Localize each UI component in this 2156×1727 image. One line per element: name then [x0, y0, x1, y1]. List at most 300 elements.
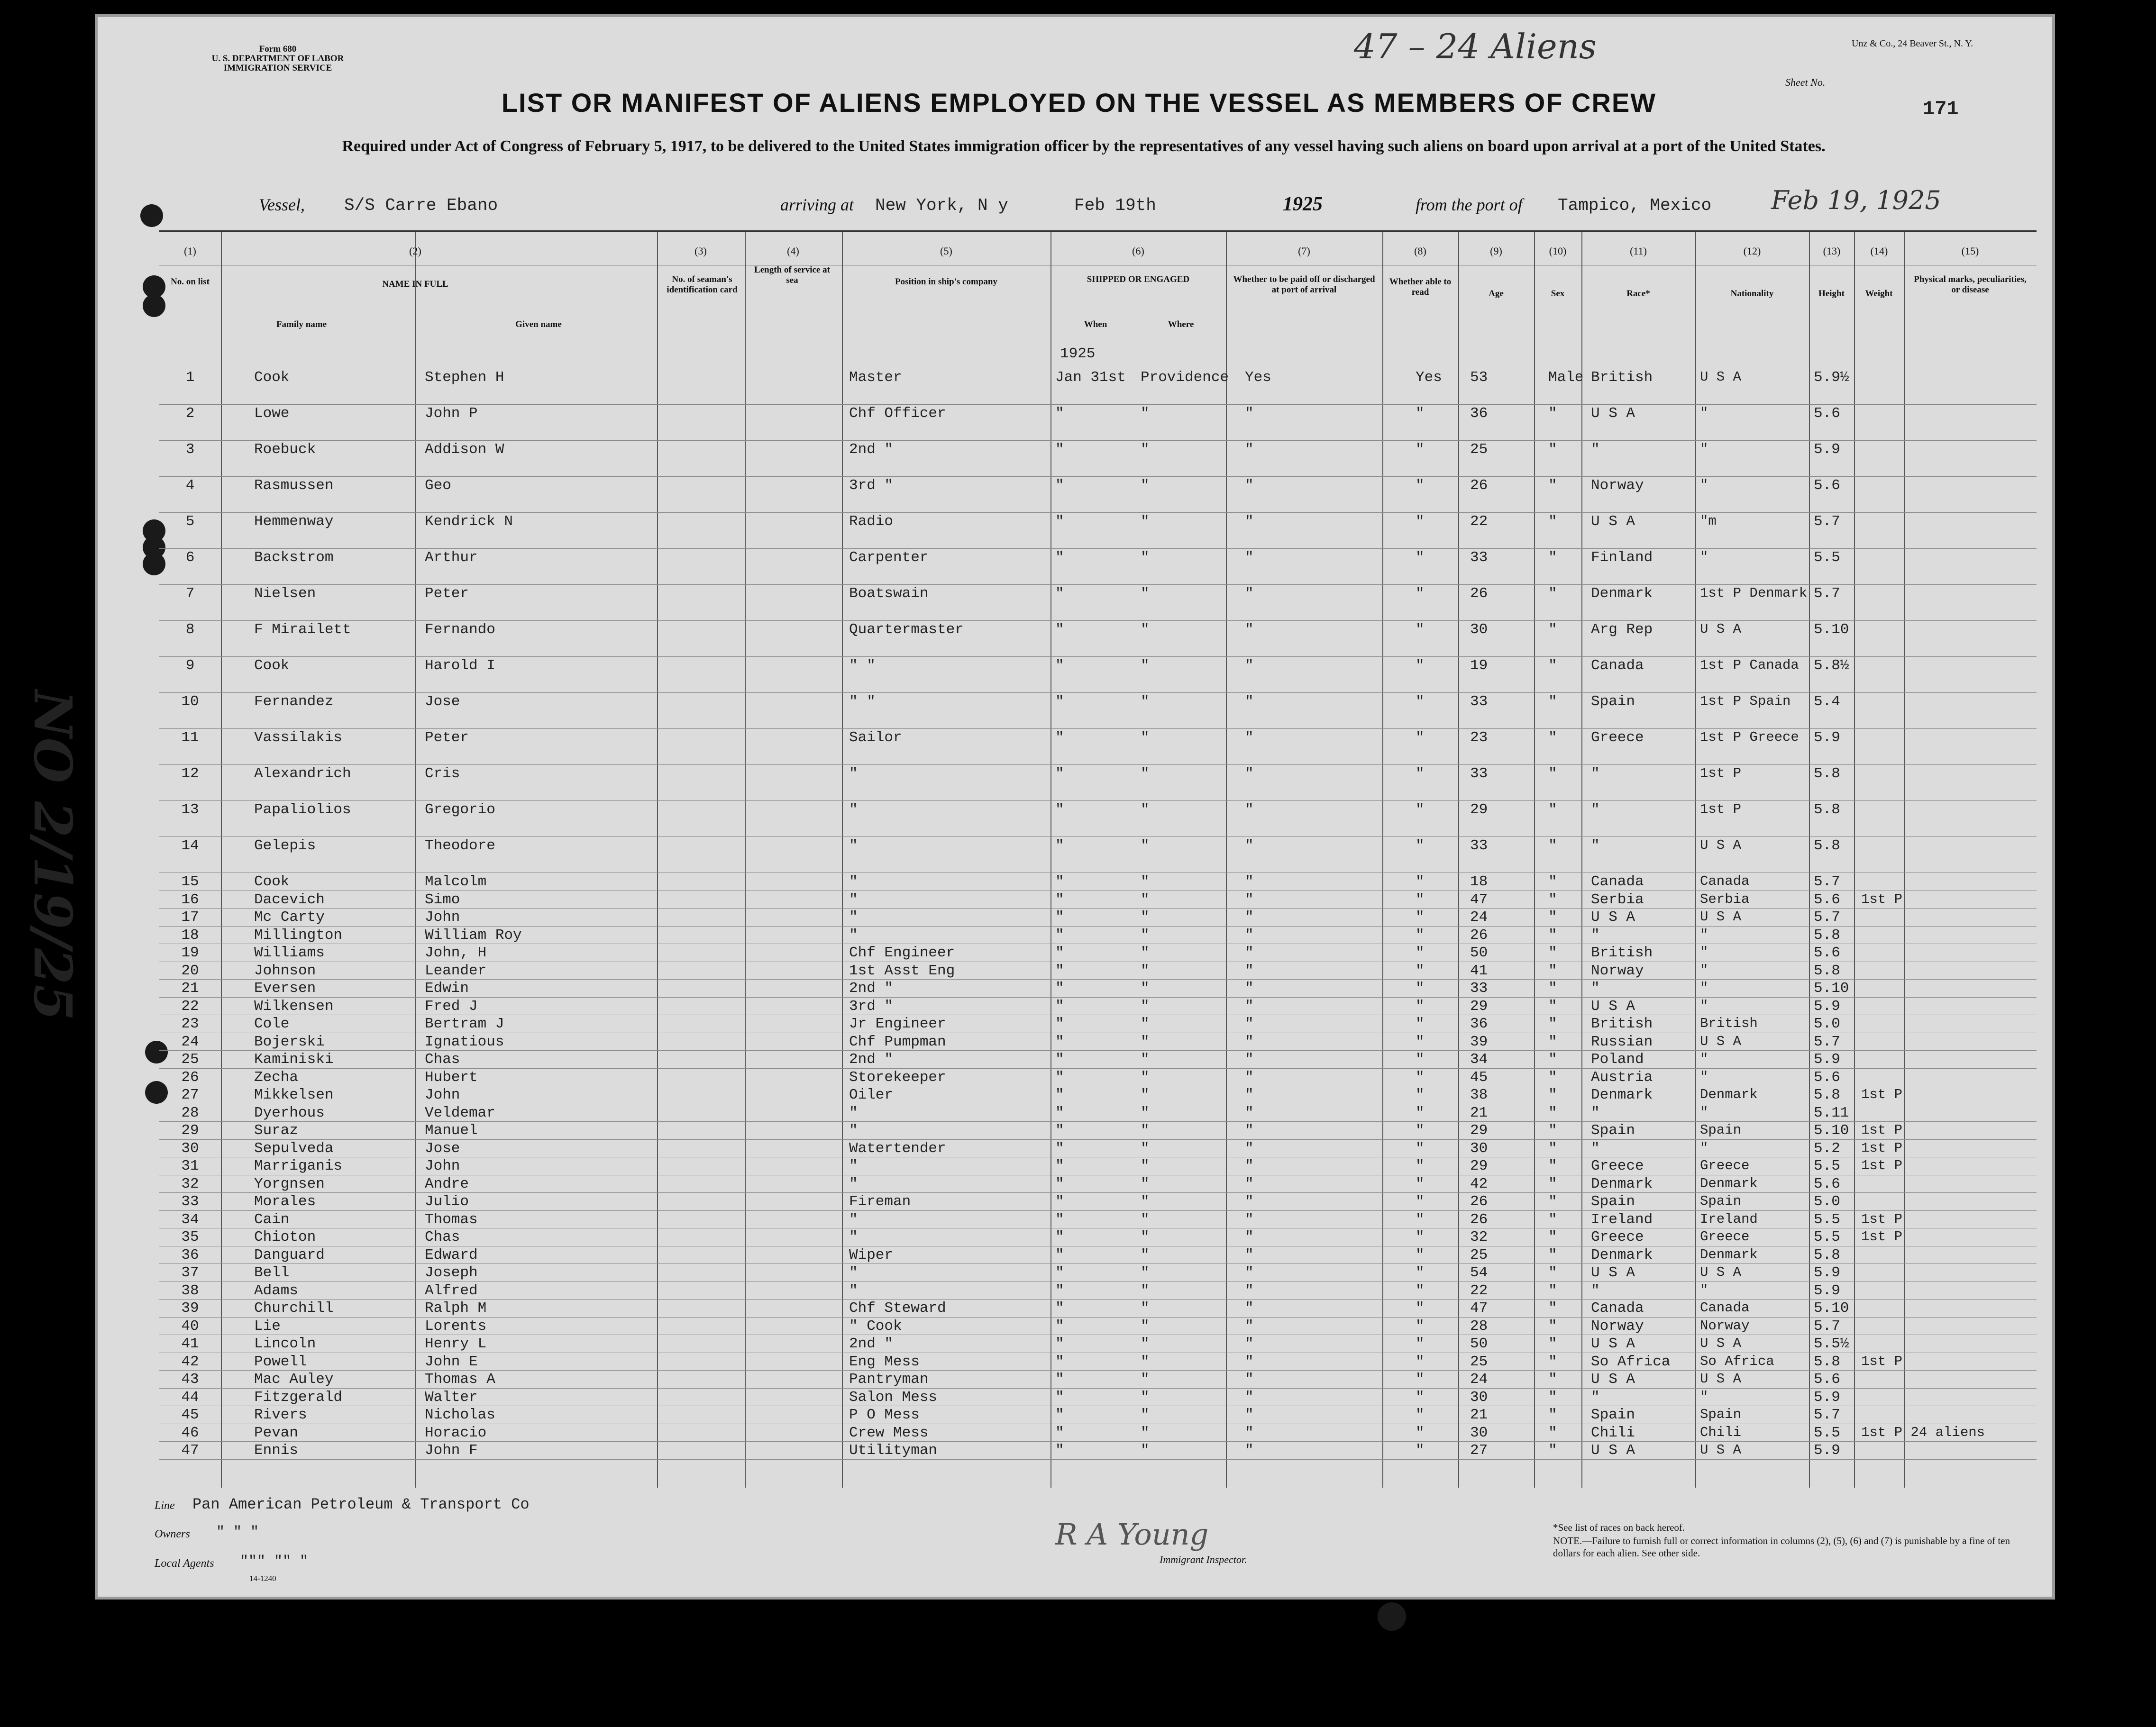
inspector-label: Immigrant Inspector.	[1160, 1554, 1247, 1565]
table-row	[159, 927, 2037, 945]
cell-position: " Cook	[849, 1318, 902, 1335]
cell-where: "	[1141, 405, 1150, 422]
table-row	[159, 1442, 2037, 1460]
cell-height: 5.5	[1814, 1211, 1840, 1228]
cell-paid: "	[1245, 909, 1254, 926]
cell-family: Yorgnsen	[254, 1175, 325, 1192]
cell-sex: "	[1548, 801, 1557, 818]
cell-when: "	[1055, 477, 1064, 494]
cell-read: "	[1416, 1353, 1425, 1370]
cell-sex: "	[1548, 1087, 1557, 1103]
column-number: (8)	[1414, 245, 1426, 257]
table-row	[159, 1211, 2037, 1229]
arriving-label: arriving at	[780, 195, 854, 214]
cell-when: "	[1055, 1033, 1064, 1050]
row-rule	[159, 836, 2037, 837]
cell-where: "	[1141, 909, 1150, 926]
cell-age: 28	[1470, 1318, 1488, 1335]
cell-read: "	[1416, 909, 1425, 926]
cell-age: 25	[1470, 1353, 1488, 1370]
table-row	[159, 657, 2037, 693]
cell-where: "	[1141, 585, 1150, 602]
cell-family: Ennis	[254, 1442, 299, 1459]
cell-race: "	[1591, 765, 1600, 782]
cell-sex: "	[1548, 891, 1557, 908]
cell-sex: "	[1548, 1336, 1557, 1352]
cell-position: 2nd "	[849, 1051, 894, 1068]
cell-height: 5.9	[1814, 1264, 1840, 1281]
manifest-footer	[155, 1491, 2010, 1600]
column-header-height: Height	[1818, 289, 1845, 299]
row-number: 32	[181, 1175, 199, 1192]
cell-height: 5.6	[1814, 945, 1840, 961]
cell-age: 42	[1470, 1175, 1488, 1192]
voyage-line	[259, 185, 2060, 218]
cell-position: 3rd "	[849, 477, 894, 494]
cell-given: Gregorio	[425, 801, 495, 818]
cell-position: "	[849, 837, 858, 854]
cell-when: "	[1055, 837, 1064, 854]
cell-race: Spain	[1591, 1407, 1635, 1423]
cell-extra: 1st P	[1861, 891, 1903, 907]
cell-position: Salon Mess	[849, 1389, 938, 1406]
cell-nationality: "	[1700, 477, 1708, 493]
cell-race: So Africa	[1591, 1353, 1671, 1370]
cell-family: Roebuck	[254, 441, 316, 458]
table-row	[159, 369, 2037, 405]
cell-race: Greece	[1591, 1158, 1644, 1174]
cell-family: Dyerhous	[254, 1104, 325, 1121]
cell-family: Mc Carty	[254, 909, 325, 926]
agents-value: """ "" "	[240, 1554, 309, 1570]
column-header-given-name: Given name	[515, 319, 562, 329]
cell-sex: "	[1548, 1264, 1557, 1281]
printer-imprint: Unz & Co., 24 Beaver St., N. Y.	[1852, 38, 1973, 49]
cell-read: "	[1416, 549, 1425, 566]
column-header-age: Age	[1489, 289, 1504, 299]
cell-sex: "	[1548, 1424, 1557, 1441]
cell-extra: 1st P 24 aliens	[1861, 1424, 1985, 1440]
row-number: 6	[185, 549, 195, 566]
cell-sex: "	[1548, 1158, 1557, 1174]
cell-read: "	[1416, 837, 1425, 854]
row-number: 9	[185, 657, 195, 674]
row-rule	[159, 620, 2037, 621]
cell-position: Wiper	[849, 1246, 894, 1263]
cell-where: "	[1141, 945, 1150, 961]
cell-height: 5.6	[1814, 1069, 1840, 1086]
cell-paid: "	[1245, 441, 1254, 458]
cell-where: "	[1141, 1246, 1150, 1263]
cell-nationality: "	[1700, 980, 1708, 996]
cell-read: "	[1416, 873, 1425, 890]
service-name: IMMIGRATION SERVICE	[223, 63, 332, 73]
cell-given: William Roy	[425, 927, 522, 944]
cell-race: U S A	[1591, 405, 1635, 422]
row-rule	[159, 1370, 2037, 1371]
cell-when: "	[1055, 1442, 1064, 1459]
row-number: 18	[181, 927, 199, 944]
row-number: 36	[181, 1246, 199, 1263]
cell-paid: "	[1245, 1229, 1254, 1245]
cell-when: "	[1055, 693, 1064, 710]
cell-family: Pevan	[254, 1424, 299, 1441]
cell-family: Suraz	[254, 1122, 299, 1139]
cell-paid: "	[1245, 945, 1254, 961]
cell-age: 33	[1470, 980, 1488, 997]
cell-race: U S A	[1591, 998, 1635, 1015]
cell-sex: "	[1548, 693, 1557, 710]
cell-paid: "	[1245, 998, 1254, 1015]
handwritten-alien-count: 47 – 24 Aliens	[1354, 27, 1597, 66]
vessel-name: S/S Carre Ebano	[344, 196, 498, 215]
cell-sex: "	[1548, 1175, 1557, 1192]
cell-where: "	[1141, 1069, 1150, 1086]
cell-sex: "	[1548, 441, 1557, 458]
cell-position: Jr Engineer	[849, 1016, 946, 1032]
column-header-race: Race*	[1626, 289, 1650, 299]
cell-paid: "	[1245, 1193, 1254, 1210]
departure-port: Tampico, Mexico	[1558, 196, 1712, 215]
cell-height: 5.11	[1814, 1104, 1849, 1121]
cell-age: 50	[1470, 1336, 1488, 1352]
cell-height: 5.5	[1814, 1424, 1840, 1441]
cell-family: Cook	[254, 369, 290, 386]
cell-paid: "	[1245, 405, 1254, 422]
cell-nationality: "	[1700, 1104, 1708, 1120]
cell-race: Ireland	[1591, 1211, 1653, 1228]
cell-family: Vassilakis	[254, 729, 343, 746]
cell-height: 5.8	[1814, 1353, 1840, 1370]
cell-when: "	[1055, 657, 1064, 674]
cell-where: "	[1141, 477, 1150, 494]
cell-family: Cook	[254, 657, 290, 674]
crew-table	[159, 230, 2037, 1488]
table-row	[159, 1140, 2037, 1158]
cell-paid: "	[1245, 1371, 1254, 1388]
row-number: 35	[181, 1229, 199, 1245]
cell-family: Zecha	[254, 1069, 299, 1086]
table-row	[159, 1371, 2037, 1389]
cell-given: Geo	[425, 477, 451, 494]
cell-given: Thomas A	[425, 1371, 495, 1388]
cell-age: 21	[1470, 1104, 1488, 1121]
cell-family: F Mirailett	[254, 621, 351, 638]
row-number: 30	[181, 1140, 199, 1157]
cell-read: "	[1416, 927, 1425, 944]
cell-where: "	[1141, 621, 1150, 638]
cell-race: Greece	[1591, 1229, 1644, 1245]
cell-given: Alfred	[425, 1282, 478, 1299]
cell-paid: "	[1245, 729, 1254, 746]
cell-read: "	[1416, 1175, 1425, 1192]
cell-paid: "	[1245, 873, 1254, 890]
column-number: (1)	[184, 245, 196, 257]
cell-height: 5.6	[1814, 405, 1840, 422]
cell-height: 5.8½	[1814, 657, 1849, 674]
cell-given: Hubert	[425, 1069, 478, 1086]
row-number: 2	[185, 405, 195, 422]
cell-paid: "	[1245, 1264, 1254, 1281]
cell-nationality: Spain	[1700, 1122, 1742, 1138]
cell-race: "	[1591, 1389, 1600, 1406]
cell-when: "	[1055, 1158, 1064, 1174]
cell-read: "	[1416, 1016, 1425, 1032]
cell-paid: "	[1245, 1300, 1254, 1317]
row-number: 17	[181, 909, 199, 926]
cell-read: "	[1416, 1336, 1425, 1352]
cell-race: Russian	[1591, 1033, 1653, 1050]
cell-family: Kaminiski	[254, 1051, 334, 1068]
cell-when: "	[1055, 1282, 1064, 1299]
cell-nationality: "	[1700, 945, 1708, 960]
cell-where: "	[1141, 1175, 1150, 1192]
cell-given: Veldemar	[425, 1104, 495, 1121]
cell-age: 21	[1470, 1407, 1488, 1423]
row-number: 26	[181, 1069, 199, 1086]
cell-age: 45	[1470, 1069, 1488, 1086]
table-row	[159, 837, 2037, 873]
row-rule	[159, 1210, 2037, 1211]
cell-race: "	[1591, 1140, 1600, 1157]
cell-where: "	[1141, 1282, 1150, 1299]
cell-position: " "	[849, 657, 876, 674]
column-header-when: When	[1084, 319, 1107, 329]
cell-where: "	[1141, 1033, 1150, 1050]
cell-given: Horacio	[425, 1424, 487, 1441]
cell-where: "	[1141, 927, 1150, 944]
cell-position: "	[849, 1264, 858, 1281]
cell-position: "	[849, 801, 858, 818]
cell-extra: 1st P	[1861, 1229, 1903, 1245]
cell-sex: "	[1548, 477, 1557, 494]
cell-given: Simo	[425, 891, 460, 908]
cell-race: British	[1591, 369, 1653, 386]
cell-read: "	[1416, 962, 1425, 979]
column-number: (4)	[787, 245, 799, 257]
cell-nationality: U S A	[1700, 837, 1742, 853]
cell-family: Powell	[254, 1353, 307, 1370]
cell-sex: "	[1548, 837, 1557, 854]
cell-paid: "	[1245, 549, 1254, 566]
cell-nationality: "	[1700, 962, 1708, 978]
sheet-no-label: Sheet No.	[1785, 76, 1826, 88]
cell-nationality: Canada	[1700, 873, 1750, 889]
cell-when: "	[1055, 1300, 1064, 1317]
cell-age: 30	[1470, 1389, 1488, 1406]
cell-sex: "	[1548, 585, 1557, 602]
cell-paid: "	[1245, 513, 1254, 530]
column-number: (14)	[1870, 245, 1888, 257]
table-row	[159, 1425, 2037, 1443]
cell-given: John F	[425, 1442, 478, 1459]
cell-race: Greece	[1591, 729, 1644, 746]
cell-sex: "	[1548, 513, 1557, 530]
from-port-label: from the port of	[1416, 195, 1523, 214]
cell-position: 2nd "	[849, 980, 894, 997]
column-header-family-name: Family name	[276, 319, 327, 329]
cell-race: British	[1591, 945, 1653, 961]
arrival-port: New York, N y	[875, 196, 1008, 215]
row-number: 29	[181, 1122, 199, 1139]
row-rule	[159, 584, 2037, 585]
row-rule	[159, 1388, 2037, 1389]
cell-age: 41	[1470, 962, 1488, 979]
cell-read: "	[1416, 1246, 1425, 1263]
column-header-nationality: Nationality	[1730, 289, 1774, 299]
row-number: 44	[181, 1389, 199, 1406]
cell-nationality: 1st P	[1700, 765, 1742, 781]
row-number: 1	[185, 369, 195, 386]
cell-paid: "	[1245, 657, 1254, 674]
cell-read: "	[1416, 1389, 1425, 1406]
cell-given: Andre	[425, 1175, 469, 1192]
cell-given: John P	[425, 405, 478, 422]
cell-race: Spain	[1591, 1193, 1635, 1210]
table-row	[159, 1229, 2037, 1247]
table-row	[159, 513, 2037, 549]
vessel-label: Vessel,	[259, 195, 305, 214]
cell-position: Watertender	[849, 1140, 946, 1157]
cell-position: "	[849, 1229, 858, 1245]
cell-given: Peter	[425, 729, 469, 746]
row-number: 22	[181, 998, 199, 1015]
cell-sex: "	[1548, 909, 1557, 926]
cell-family: Bell	[254, 1264, 290, 1281]
cell-height: 5.7	[1814, 909, 1840, 926]
cell-nationality: Canada	[1700, 1300, 1750, 1316]
cell-height: 5.9	[1814, 441, 1840, 458]
cell-given: Chas	[425, 1229, 460, 1245]
cell-height: 5.8	[1814, 837, 1840, 854]
cell-nationality: "	[1700, 1282, 1708, 1298]
cell-when: "	[1055, 729, 1064, 746]
cell-given: Nicholas	[425, 1407, 495, 1423]
cell-given: Arthur	[425, 549, 478, 566]
cell-height: 5.7	[1814, 513, 1840, 530]
row-rule	[159, 1068, 2037, 1069]
cell-when: "	[1055, 1264, 1064, 1281]
cell-sex: "	[1548, 1353, 1557, 1370]
cell-family: Rivers	[254, 1407, 307, 1423]
cell-paid: "	[1245, 1442, 1254, 1459]
row-number: 8	[185, 621, 195, 638]
cell-paid: "	[1245, 1175, 1254, 1192]
row-rule	[159, 764, 2037, 765]
table-row	[159, 1247, 2037, 1265]
cell-when: "	[1055, 909, 1064, 926]
cell-extra: 1st P	[1861, 1087, 1903, 1102]
cell-read: "	[1416, 693, 1425, 710]
cell-nationality: U S A	[1700, 1033, 1742, 1049]
cell-age: 33	[1470, 765, 1488, 782]
cell-sex: "	[1548, 1442, 1557, 1459]
cell-age: 26	[1470, 1211, 1488, 1228]
cell-paid: "	[1245, 980, 1254, 997]
page-title: LIST OR MANIFEST OF ALIENS EMPLOYED ON THE VESSEL AS MEMBERS OF CREW	[501, 88, 1657, 118]
cell-where: "	[1141, 765, 1150, 782]
cell-sex: "	[1548, 1104, 1557, 1121]
cell-given: Ralph M	[425, 1300, 487, 1317]
cell-age: 38	[1470, 1087, 1488, 1103]
cell-race: "	[1591, 837, 1600, 854]
table-row	[159, 1158, 2037, 1176]
cell-where: "	[1141, 1264, 1150, 1281]
row-rule	[159, 404, 2037, 405]
cell-read: "	[1416, 729, 1425, 746]
cell-height: 5.7	[1814, 1318, 1840, 1335]
cell-where: "	[1141, 1336, 1150, 1352]
cell-paid: "	[1245, 1122, 1254, 1139]
cell-when: "	[1055, 873, 1064, 890]
cell-when: "	[1055, 765, 1064, 782]
cell-nationality: "	[1700, 927, 1708, 943]
cell-read: "	[1416, 891, 1425, 908]
cell-extra: 1st P	[1861, 1211, 1903, 1227]
page-subtitle: Required under Act of Congress of February 5, 1917, to be delivered to the United States immigration officer by the representatives of any vessel having such aliens on board upon arrival at a port of the United States.	[342, 137, 1826, 155]
cell-read: "	[1416, 585, 1425, 602]
cell-height: 5.9	[1814, 1389, 1840, 1406]
cell-age: 29	[1470, 998, 1488, 1015]
cell-when: "	[1055, 980, 1064, 997]
cell-height: 5.5	[1814, 1229, 1840, 1245]
cell-family: Cain	[254, 1211, 290, 1228]
cell-read: "	[1416, 621, 1425, 638]
cell-read: "	[1416, 945, 1425, 961]
owners-label: Owners	[155, 1528, 190, 1540]
cell-where: "	[1141, 1140, 1150, 1157]
cell-height: 5.9	[1814, 1051, 1840, 1068]
cell-paid: "	[1245, 837, 1254, 854]
cell-sex: Male	[1548, 369, 1584, 386]
row-number: 47	[181, 1442, 199, 1459]
cell-age: 26	[1470, 1193, 1488, 1210]
row-number: 23	[181, 1016, 199, 1032]
cell-nationality: U S A	[1700, 1371, 1742, 1387]
cell-given: Cris	[425, 765, 460, 782]
cell-nationality: "	[1700, 441, 1708, 457]
cell-race: Arg Rep	[1591, 621, 1653, 638]
cell-nationality: Chili	[1700, 1424, 1742, 1440]
cell-read: "	[1416, 1424, 1425, 1441]
cell-race: Spain	[1591, 1122, 1635, 1139]
cell-race: Spain	[1591, 693, 1635, 710]
row-rule	[159, 1139, 2037, 1140]
cell-where: "	[1141, 1087, 1150, 1103]
cell-nationality: Denmark	[1700, 1175, 1758, 1191]
cell-position: "	[849, 1158, 858, 1174]
row-rule	[159, 926, 2037, 927]
cell-where: "	[1141, 1424, 1150, 1441]
cell-paid: "	[1245, 891, 1254, 908]
cell-when: "	[1055, 1424, 1064, 1441]
cell-read: "	[1416, 980, 1425, 997]
cell-height: 5.5	[1814, 1158, 1840, 1174]
cell-height: 5.0	[1814, 1016, 1840, 1032]
cell-read: "	[1416, 1371, 1425, 1388]
cell-paid: "	[1245, 1318, 1254, 1335]
cell-nationality: "	[1700, 998, 1708, 1014]
cell-given: Julio	[425, 1193, 469, 1210]
table-row	[159, 405, 2037, 441]
cell-paid: "	[1245, 1104, 1254, 1121]
cell-race: "	[1591, 980, 1600, 997]
cell-height: 5.10	[1814, 980, 1849, 997]
table-row	[159, 1300, 2037, 1318]
cell-where: "	[1141, 693, 1150, 710]
cell-paid: "	[1245, 1424, 1254, 1441]
cell-race: Chili	[1591, 1424, 1635, 1441]
